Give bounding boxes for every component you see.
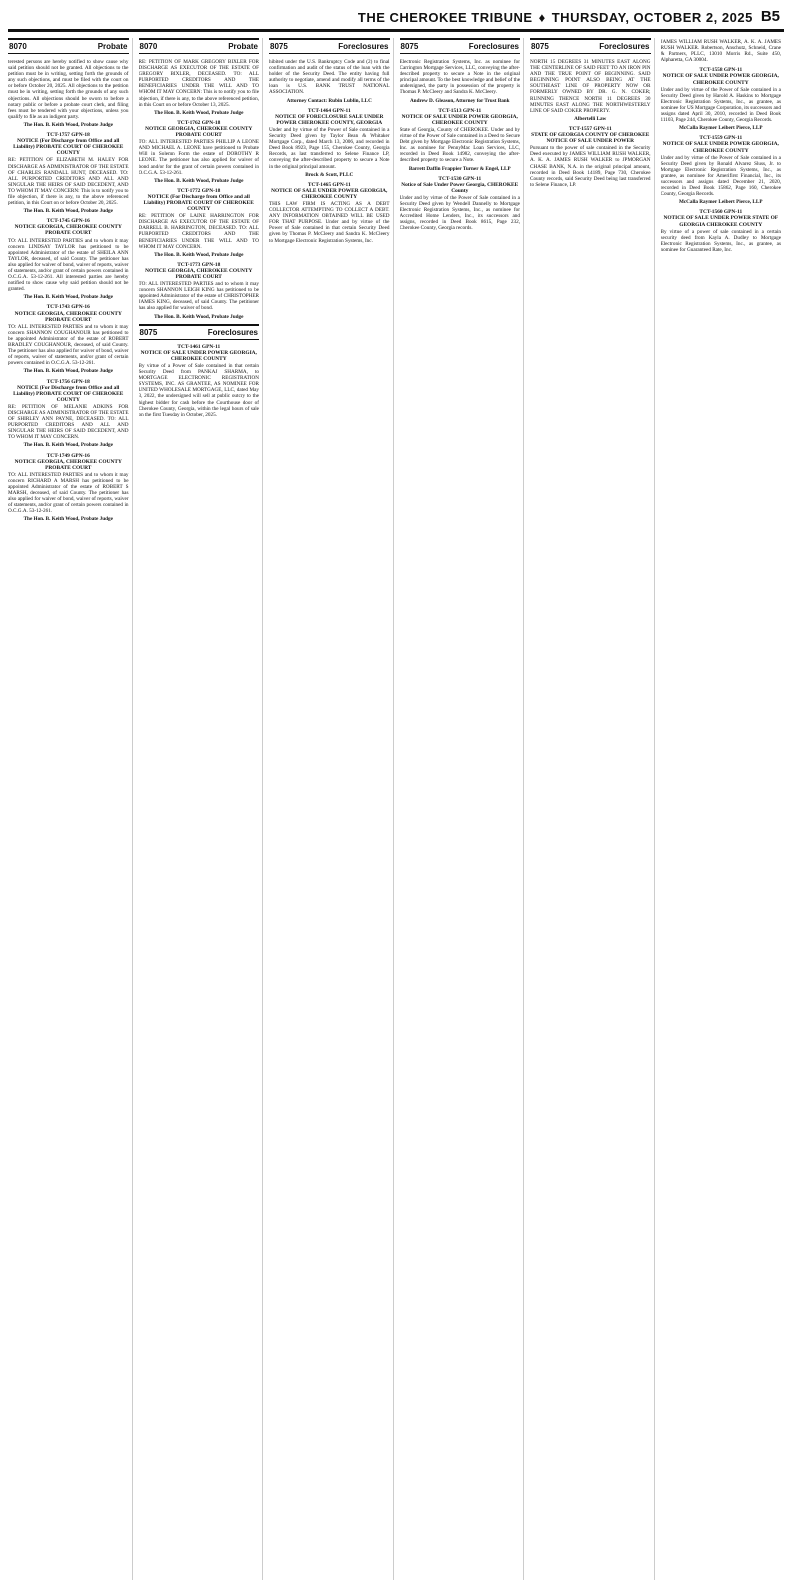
legal-notice [139,344,260,418]
notice-body: TO: ALL INTERESTED PARTIES and to whom it may concern LINDSAY TAYLOR has petitioned to be appointed Administrator of the estate of SHEILA ANN TAYLOR, deceased, of said County. The petitioner has also applied for waiver of bond, waiver of reports, waiver of statements, and/or grant of certain powers contained in O.C.G.A. 53-12-261. All interested parties are hereby notified to show cause why said petition should not be granted. [8,237,129,293]
section-title: Foreclosures [207,327,258,337]
notice-signature: Brock & Scott, PLLC [305,171,354,178]
notice-signature: The Hon. B. Keith Wood, Probate Judge [23,368,113,375]
legal-notice [400,176,521,232]
notice-body: Electronic Registration Systems, Inc. as nominee for Carrington Mortgage Services, LLC, conveying the after-described property to secure a Note in the original principal amount. To the best knowledge and belief of the undersigned, the party in possession of the property is Thomas P. McCleery and Sandra K. McCleery. [399,59,520,96]
legal-notice [661,135,782,205]
notice-title: NOTICE (For Discharge from Office and all Liability) PROBATE COURT OF CHEROKEE COUNTY [13,138,124,157]
column-4 [400,38,525,1580]
legal-notice [269,108,390,178]
notice-title: NOTICE GEORGIA, CHEROKEE COUNTY PROBATE COURT [14,458,122,471]
section-code: 8075 [139,327,158,337]
masthead-separator: ♦ [538,10,546,25]
notice-body: RE: PETITION OF ELIZABETH M. HALEY FOR DISCHARGE AS ADMINISTRATOR OF THE ESTATE OF CHARLES RANDALL HUNT, DECEASED. TO: ALL PURPORTED CREDITORS AND ALL AND SINGULAR THE HEIRS OF SAID DECEDENT, AND TO WHOM IT MAY CONCERN: This is to notify you to file objection, if there is any, to the above referenced petition, in this Court on or before October 20, 2025. [8,157,129,207]
notice-body: Under and by virtue of the Power of Sale contained in a Security Deed given by Wendell Dannelly to Mortgage Electronic Registration Systems, Inc., as nominee for Accredited Home Lenders, Inc., its successors and assigns, recorded in Deed Book 8615, Page 232, Cherokee County, Georgia records. [399,194,520,232]
column-1 [8,38,133,1580]
column-6 [661,38,785,1580]
notice-title: NOTICE GEORGIA, CHEROKEE COUNTY PROBATE COURT [145,125,253,139]
section-code: 8075 [531,42,549,51]
notice-id: TCT-1756 GPN-18 [46,378,90,385]
section-title: Probate [97,42,128,51]
notice-id: TCT-1757 GPN-18 [46,132,90,139]
notice-title: NOTICE OF SALE UNDER POWER GEORGIA, CHEROKEE COUNTY [662,73,779,86]
section-code: 8075 [400,42,419,51]
notice-signature: Andrew D. Gleason, Attorney for Trust Bank [409,97,510,104]
section-header [400,38,521,54]
notice-title: NOTICE OF SALE UNDER POWER GEORGIA, CHEROKEE COUNTY [140,349,257,362]
legal-notice [530,126,651,188]
notice-signature: Attorney Contact: Rubin Lublin, LLC [286,97,372,104]
notice-title: STATE OF GEORGIA COUNTY OF CHEROKEE NOTICE OF SALE UNDER POWER [531,132,650,145]
notice-body: NORTH 15 DEGREES 31 MINUTES EAST ALONG THE CENTERLINE OF SAID FEET TO AN IRON PIN AND THE TRUE POINT OF BEGINNING. SAID BEGINNING POINT ALSO BEING AT THE SOUTHEAST LINE OF PROPERTY NOW OR FORMERLY OWNED BY DR. G. N. COKER; RUNNING THENCE NORTH 11 DEGREES 30 MINUTES EAST ALONG THE NORTHWESTERLY LINE OF SAID COKER PROPERTY. [530,59,651,114]
notice-body: By virtue of a Power of Sale contained in that certain Security Deed from PANKAJ SHARMA, to MORTGAGE ELECTRONIC REGISTRATION SYSTEMS, INC. AS GRANTEE, AS NOMINEE FOR UNITED WHOLESALE MORTGAGE, LLC, dated May 3, 2022, the undersigned will sell at public outcry to the highest bidder for cash before the Courthouse door of Cherokee County, Georgia, within the legal hours of sale on the first Tuesday in October, 2025. [138,362,259,418]
notice-title: Notice of Sale Under Power Georgia, CHEROKEE County [401,181,519,194]
notice-signature: The Hon. B. Keith Wood, Probate Judge [23,516,113,523]
notice-id: TCT-1749 GPN-16 [46,452,90,459]
legal-notice [530,58,651,122]
notice-body: By virtue of a power of sale contained in a certain security deed from Kayla A. Dudley to Mortgage Electronic Registration Systems, Inc., as grantee, as nominee for Guaranteed Rate, Inc. [660,228,781,253]
notice-signature: McCalla Raymer Leibert Pierce, LLP [678,199,763,206]
notice-title: NOTICE OF FORECLOSURE SALE UNDER POWER CHEROKEE COUNTY, GEORGIA [275,113,384,126]
notice-body: Pursuant to the power of sale contained in the Security Deed executed by JAMES WILLIAM RUSH WALKER, A. K. A. JAMES RUSH WALKER to JPMORGAN CHASE BANK, N.A. in the original principal amount, recorded in Deed Book 14189, Page 730, Cherokee County records, said Security Deed being last transferred to Selene Finance, LP. [530,145,651,188]
notice-body: RE: PETITION OF MARK GREGORY BIXLER FOR DISCHARGE AS EXECUTOR OF THE ESTATE OF GREGORY BIXLER, DECEASED. TO: ALL PURPORTED CREDITORS AND THE BENEFICIARIES UNDER THE WILL AND TO WHOM IT MAY CONCERN: This is to notify you to file objection, if there is any, to the above referenced petition, in this Court on or before October 13, 2025. [138,59,259,108]
notice-id: TCT-1530 GPN-11 [438,175,482,182]
notice-body: RE: PETITION OF MELANIE ADKINS FOR DISCHARGE AS ADMINISTRATOR OF THE ESTATE OF SHIRLEY ANN PAYNE, DECEASED. TO: ALL PURPORTED CREDITORS AND ALL AND SINGULAR THE HEIRS OF SAID DECEDENT, AND TO WHOM IT MAY CONCERN. [8,403,129,441]
notice-title: NOTICE (For Discharge from Office and all Liability) PROBATE COURT OF CHEROKEE COUNTY [143,193,254,213]
notice-signature: The Hon. B. Keith Wood, Probate Judge [154,313,244,320]
section-header [139,38,260,54]
notice-body: TO: ALL INTERESTED PARTIES and to whom it may concern SHANNON LEIGH KING has petitioned to be appointed Administrator of the estate of CHRISTOPHER JAMES KING, deceased, of said County. The petitioner has also applied for waiver of bond. [138,281,259,312]
notice-title: NOTICE OF SALE UNDER POWER GEORGIA, CHEROKEE COUNTY [271,187,388,200]
notice-id: TCT-1464 GPN-11 [307,107,351,114]
notice-id: TCT-1772 GPN-18 [177,187,221,194]
notice-body: State of Georgia, County of CHEROKEE. Under and by virtue of the Power of Sale contained in a Deed to Secure Debt given by Mortgage Electronic Registration Systems, Inc. as nominee for PennyMac Loan Services, LLC, recorded in Deed Book 14982, conveying the after-described property to secure a Note. [399,126,520,164]
notice-body: Under and by virtue of the Power of Sale contained in a Security Deed given by Taylor Bean & Whitaker Mortgage Corp., dated March 13, 2006, and recorded in Deed Book 8923, Page 155, Cherokee County, Georgia Records, as last transferred to Selene Finance LP, conveying the after-described property to secure a Note in the original principal amount. [269,126,390,170]
legal-notice [8,304,129,374]
legal-notice [269,182,390,244]
notice-body: TO: ALL INTERESTED PARTIES PHILLIP A LEONE AND MICHAEL A. LEONE have petitioned to Probate Will in Solemn Form the estate of DOROTHY R LEONE. The petitioner has also applied for waiver of bond and/or for the grant of certain powers contained in O.C.G.A. 53-12-261. [138,139,259,176]
notice-body: TO: ALL INTERESTED PARTIES and to whom it may concern RICHARD A MARSH has petitioned to be appointed Administrator of the estate of ROBERT S MARSH, deceased, of said County. The petitioner has also applied for waiver of bond, waiver of reports, waiver of statements, and/or grant of certain powers contained in O.C.G.A. 53-12-261. [8,471,129,515]
notice-id: TCT-1743 GPN-16 [46,304,90,311]
notice-id: TCT-1558 GPN-11 [699,67,743,74]
notice-signature: Barrett Daffin Frappier Turner & Engel, LLP [408,165,511,172]
notice-body: hibited under the U.S. Bankruptcy Code and (2) to final confirmation and audit of the status of the loan with the holder of the Security Deed. The entity having full authority to negotiate, amend and modify all terms of the loan is U.S. BANK TRUST NATIONAL ASSOCIATION. [269,59,390,96]
notice-signature: The Hon. B. Keith Wood, Probate Judge [154,177,244,184]
notice-signature: The Hon. B. Keith Wood, Probate Judge [23,294,113,301]
legal-notice [8,453,129,523]
notice-body: THIS LAW FIRM IS ACTING AS A DEBT COLLECTOR ATTEMPTING TO COLLECT A DEBT. ANY INFORMATION OBTAINED WILL BE USED FOR THAT PURPOSE. Under and by virtue of the Power of Sale contained in that certain Security Deed given by Thomas P. McCleery and Sandra K. McCleery to Mortgage Electronic Registration Systems, Inc. [269,200,390,244]
legal-notice [661,67,782,131]
section-code: 8070 [9,42,27,51]
column-3 [269,38,394,1580]
notice-signature: The Hon. B. Keith Wood, Probate Judge [23,121,113,128]
legal-notice [400,58,521,104]
legal-notice [139,262,260,320]
legal-notice [661,209,782,253]
masthead-title: THE CHEROKEE TRIBUNE [357,10,533,25]
notice-body: Under and by virtue of the Power of Sale contained in a Security Deed given by Harold A. Haskins to Mortgage Electronic Registration Systems, Inc., as grantee, as nominee for US Mortgage Corporation, its successors and assigns dated April 30, 2010, recorded in Deed Book 11103, Page 244, Cherokee County, Georgia Records. [660,86,781,124]
column-2 [139,38,264,1580]
legal-notice [269,58,390,104]
legal-notice [8,379,129,449]
notice-signature: The Hon. B. Keith Wood, Probate Judge [154,109,244,116]
section-code: 8075 [270,42,288,51]
section-title: Foreclosures [468,42,519,51]
notice-signature: McCalla Raymer Leibert Pierce, LLP [678,125,763,132]
notice-id: TCT-1513 GPN-11 [438,107,482,114]
notice-signature: The Hon. B. Keith Wood, Probate Judge [23,208,113,215]
legal-notice [139,58,260,116]
notice-body: TO: ALL INTERESTED PARTIES and to whom it may concern SHANNON COUGHANOUR has petitioned to be appointed Administrator of the estate of ROBERT BRADLEY COUGHANOUR, deceased, of said County. The petitioner has also applied for waiver of bond, waiver of reports, waiver of statements, and/or grant of certain powers contained in O.C.G.A. 53-12-261. [8,323,129,367]
notice-title: NOTICE GEORGIA, CHEROKEE COUNTY PROBATE COURT [14,310,122,323]
section-code: 8070 [139,42,158,51]
notice-body: JAMES WILLIAM RUSH WALKER, A. K. A. JAMES RUSH WALKER. Robertson, Anschutz, Schneid, Crane & Partners, PLLC, 13010 Morris Rd., Suite 450, Alpharetta, GA 30004. [660,39,781,64]
legal-notice-columns [8,38,784,1580]
notice-body: RE: PETITION OF LAINE HARRINGTON FOR DISCHARGE AS EXECUTOR OF THE ESTATE OF DARRELL B. HARRINGTON, DECEASED. TO: ALL PURPORTED CREDITORS AND THE BENEFICIARIES UNDER THE WILL AND TO WHOM IT MAY CONCERN. [138,213,259,250]
section-header [139,324,260,340]
issue-date: THURSDAY, OCTOBER 2, 2025 [551,10,753,25]
section-header [8,38,129,54]
notice-signature: The Hon. B. Keith Wood, Probate Judge [154,251,244,258]
notice-title: NOTICE OF SALE UNDER POWER STATE OF GEORGIA CHEROKEE COUNTY [663,215,779,228]
section-title: Foreclosures [338,42,389,51]
legal-notice [8,218,129,300]
legal-notice [400,108,521,172]
legal-notice [661,38,782,63]
notice-id: TCT-1745 GPN-16 [46,218,90,225]
notice-title: NOTICE OF SALE UNDER POWER GEORGIA, CHEROKEE COUNTY [401,113,518,126]
notice-id: TCT-1773 GPN-18 [177,261,221,268]
notice-id: TCT-1559 GPN-11 [699,135,743,142]
column-5 [530,38,655,1580]
legal-notice [139,120,260,184]
section-header [530,38,651,54]
legal-notice [139,188,260,258]
legal-notice [8,58,129,128]
notice-id: TCT-1557 GPN-11 [568,125,612,132]
legal-notice [8,132,129,214]
notice-signature: Albertelli Law [574,115,607,122]
notice-body: terested persons are hereby notified to show cause why said petition should not be granted. All objections to the petition must be in writing, setting forth the grounds of any such objections, and must be filed with the court on or before October 20, 2025. All objections to the petition must be in writing, setting forth the grounds of any such objections. All objections should be sworn to before a notary public or before a probate court clerk, and filing fees must be tendered with your objections, unless you qualify to file as an indigent party. [8,59,129,120]
section-title: Probate [228,42,258,51]
notice-title: NOTICE (For Discharge from Office and all Liability) PROBATE COURT OF CHEROKEE COUNTY [13,384,124,403]
notice-title: NOTICE GEORGIA, CHEROKEE COUNTY PROBATE COURT [145,267,253,280]
page-header [8,8,784,32]
notice-id: TCT-1560 GPN-11 [699,209,743,216]
notice-signature: The Hon. B. Keith Wood, Probate Judge [23,442,113,449]
section-header [269,38,390,54]
page-number: B5 [760,8,780,25]
notice-id: TCT-1461 GPN-11 [177,343,221,350]
notice-id: TCT-1465 GPN-11 [307,181,351,188]
notice-id: TCT-1762 GPN-18 [177,119,221,126]
notice-body: Under and by virtue of the Power of Sale contained in a Security Deed given by Ronald Alvarez Sluss, Jr. to Mortgage Electronic Registration Systems, Inc., as grantee, as nominee for Amerifirst Financial, Inc., its successors and assigns dated December 21, 2020, recorded in Deed Book 15862, Page 160, Cherokee County, Georgia Records. [660,154,781,198]
notice-title: NOTICE GEORGIA, CHEROKEE COUNTY PROBATE COURT [14,224,122,237]
section-title: Foreclosures [599,42,650,51]
notice-title: NOTICE OF SALE UNDER POWER GEORGIA, CHEROKEE COUNTY [662,141,779,154]
header-right [358,8,780,25]
